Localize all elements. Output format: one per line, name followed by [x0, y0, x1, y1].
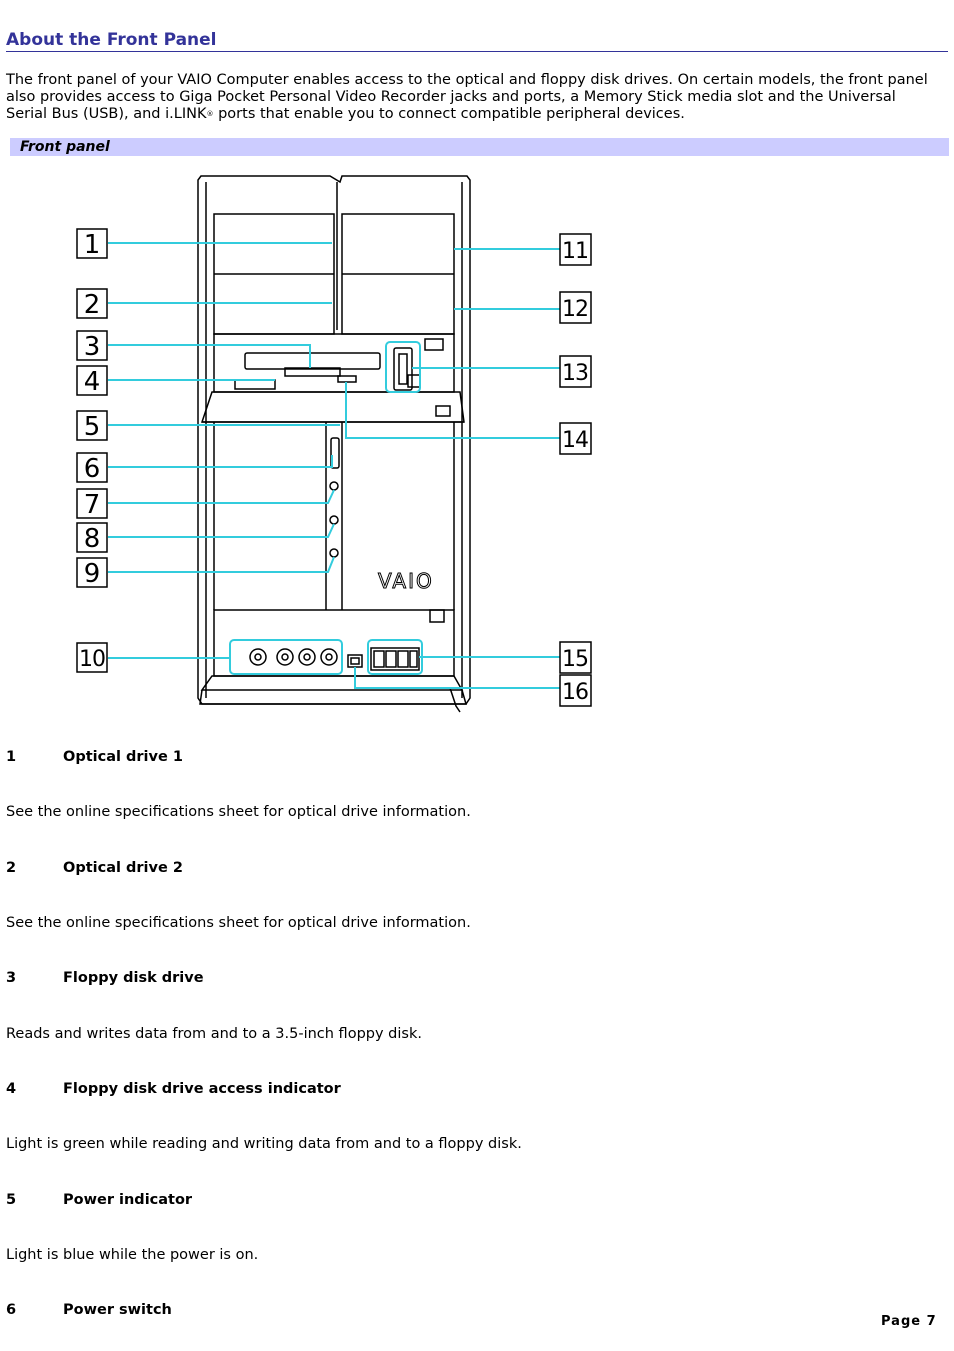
page-title: About the Front Panel [6, 30, 948, 52]
item-number: 6 [6, 1302, 17, 1318]
page-number: Page 7 [881, 1314, 937, 1329]
registered-mark: ® [206, 110, 214, 118]
item-title: Optical drive 1 [63, 749, 183, 765]
callout-2: 2 [83, 290, 101, 320]
callout-14: 14 [562, 428, 588, 453]
item-number: 3 [6, 970, 17, 986]
callout-10: 10 [79, 647, 105, 672]
item-description: Light is blue while the power is on. [6, 1247, 259, 1263]
intro-text-2: ports that enable you to connect compatible peripheral devices. [213, 106, 685, 122]
vaio-logo-text: VAIO [378, 569, 434, 593]
callout-6: 6 [83, 454, 101, 484]
front-panel-figure [70, 170, 600, 718]
item-title: Power indicator [63, 1192, 193, 1208]
item-number: 5 [6, 1192, 17, 1208]
callout-13: 13 [562, 361, 588, 386]
item-title: Floppy disk drive [63, 970, 204, 986]
figure-caption: Front panel [20, 139, 110, 155]
callout-5: 5 [83, 412, 101, 442]
callout-15: 15 [562, 647, 588, 672]
item-description: Light is green while reading and writing data from and to a floppy disk. [6, 1136, 522, 1152]
intro-text-1: The front panel of your VAIO Computer enables access to the optical and floppy disk drives. On certain models, the front panel also provides access to Giga Pocket Personal Video Recorder jacks and ports, a Memory Stick media slot and the Universal Serial Bus (USB), and i.LINK [6, 72, 928, 122]
callout-16: 16 [562, 680, 588, 705]
item-description: See the online specifications sheet for optical drive information. [6, 804, 471, 820]
item-title: Optical drive 2 [63, 860, 183, 876]
callout-9: 9 [83, 559, 101, 589]
item-description: See the online specifications sheet for optical drive information. [6, 915, 471, 931]
item-description: Reads and writes data from and to a 3.5-inch floppy disk. [6, 1026, 422, 1042]
figure-caption-bar [10, 138, 949, 156]
callout-1: 1 [83, 230, 101, 260]
item-number: 1 [6, 749, 17, 765]
item-title: Power switch [63, 1302, 172, 1318]
item-number: 2 [6, 860, 17, 876]
callout-3: 3 [83, 332, 101, 362]
item-number: 4 [6, 1081, 17, 1097]
callout-11: 11 [562, 239, 588, 264]
item-title: Floppy disk drive access indicator [63, 1081, 341, 1097]
callout-12: 12 [562, 297, 588, 322]
callout-8: 8 [83, 524, 101, 554]
callout-4: 4 [83, 367, 101, 397]
callout-7: 7 [83, 490, 101, 520]
intro-paragraph [6, 72, 936, 123]
